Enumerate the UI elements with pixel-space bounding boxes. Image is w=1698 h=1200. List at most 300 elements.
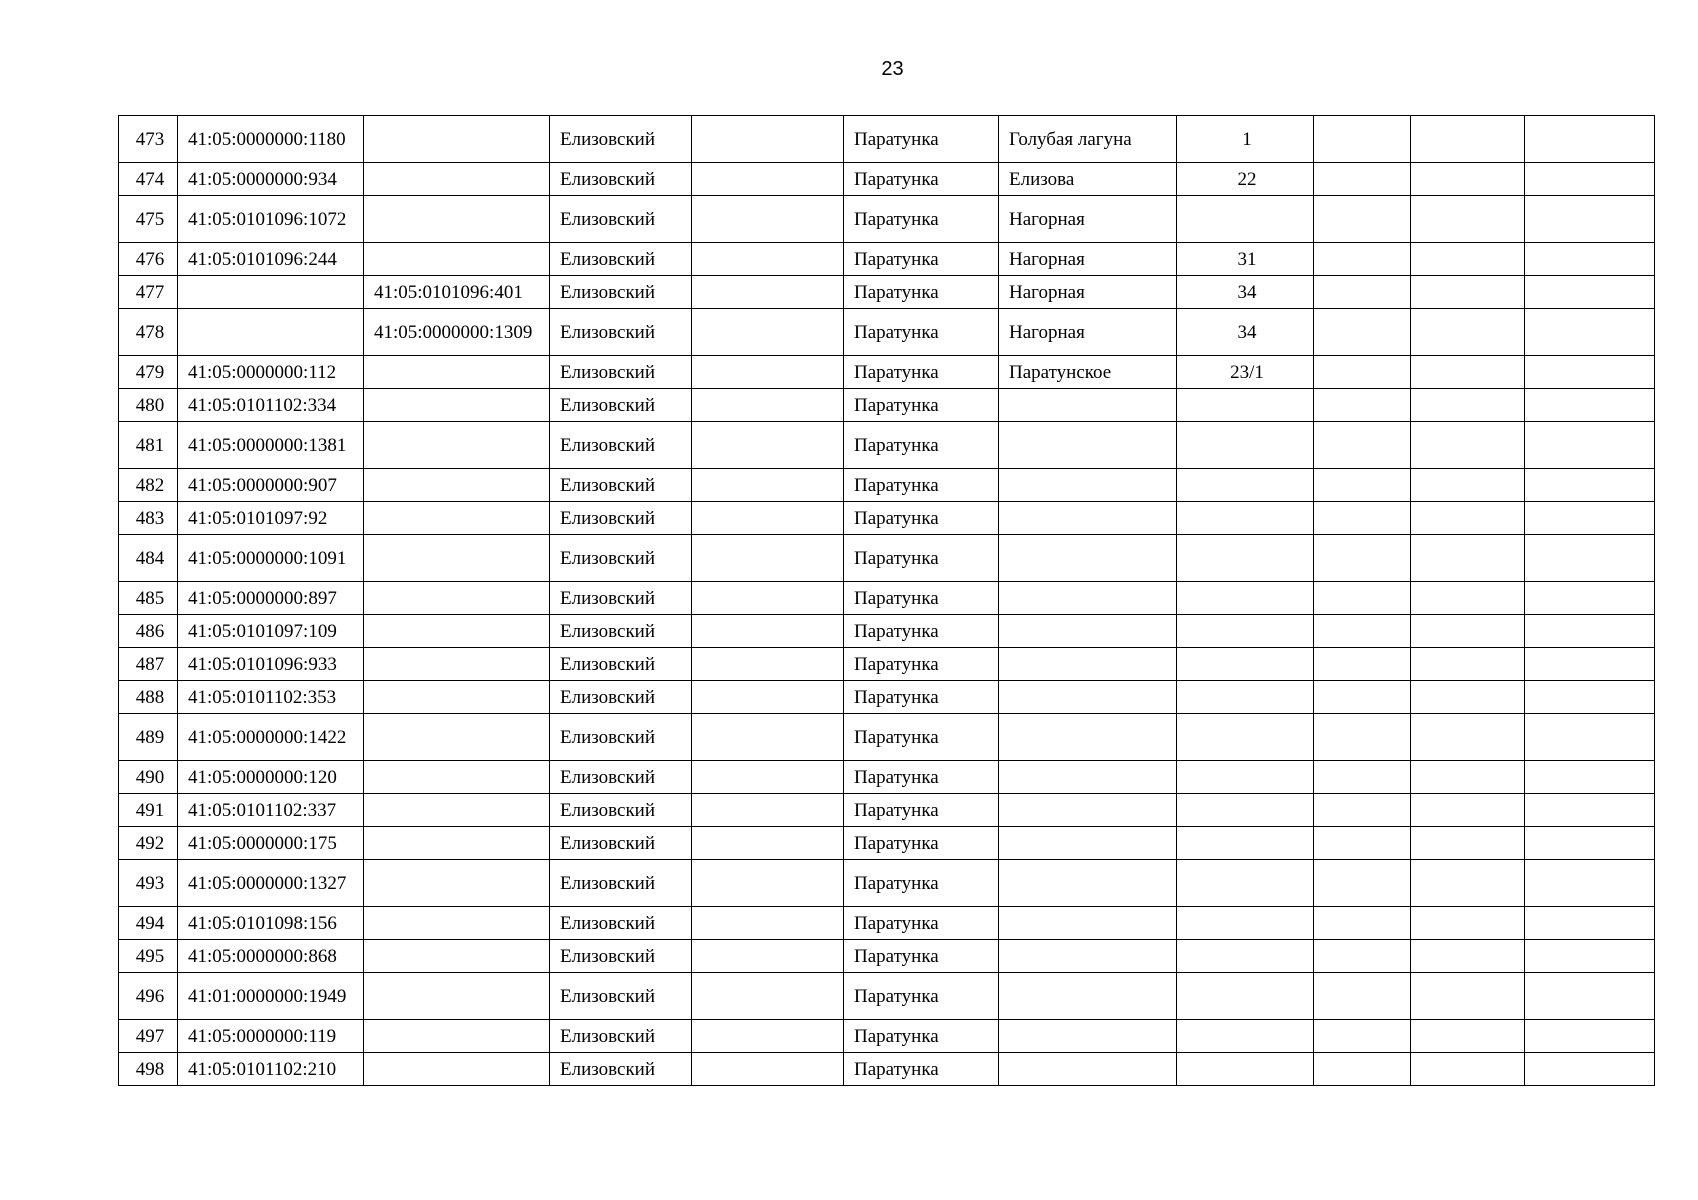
street-cell: Паратунское — [999, 356, 1177, 389]
empty-cell — [692, 502, 844, 535]
house-number-cell — [1177, 615, 1314, 648]
empty-cell — [692, 469, 844, 502]
empty-cell — [692, 681, 844, 714]
empty-cell — [1411, 582, 1525, 615]
alt-cadastral-number-cell — [364, 681, 550, 714]
alt-cadastral-number-cell — [364, 582, 550, 615]
empty-cell — [1411, 196, 1525, 243]
alt-cadastral-number-cell — [364, 243, 550, 276]
table-row — [119, 535, 1655, 582]
row-number-cell: 483 — [119, 502, 178, 535]
empty-cell — [1411, 940, 1525, 973]
table-row — [119, 196, 1655, 243]
locality-cell: Паратунка — [844, 582, 999, 615]
table-row — [119, 356, 1655, 389]
table-row — [119, 827, 1655, 860]
table-row — [119, 681, 1655, 714]
empty-cell — [1525, 469, 1655, 502]
empty-cell — [1314, 907, 1411, 940]
empty-cell — [1525, 1020, 1655, 1053]
empty-cell — [692, 860, 844, 907]
table-row — [119, 582, 1655, 615]
row-number-cell: 484 — [119, 535, 178, 582]
empty-cell — [1314, 502, 1411, 535]
street-cell: Елизова — [999, 163, 1177, 196]
table-row — [119, 940, 1655, 973]
house-number-cell — [1177, 535, 1314, 582]
street-cell: Нагорная — [999, 196, 1177, 243]
cadastral-number-cell: 41:05:0101097:92 — [178, 502, 364, 535]
empty-cell — [692, 827, 844, 860]
house-number-cell — [1177, 469, 1314, 502]
alt-cadastral-number-cell — [364, 907, 550, 940]
district-cell: Елизовский — [550, 356, 692, 389]
cadastral-number-cell: 41:05:0000000:1381 — [178, 422, 364, 469]
locality-cell: Паратунка — [844, 648, 999, 681]
table-row — [119, 469, 1655, 502]
empty-cell — [1525, 196, 1655, 243]
table-row — [119, 860, 1655, 907]
empty-cell — [1525, 761, 1655, 794]
locality-cell: Паратунка — [844, 163, 999, 196]
empty-cell — [1411, 469, 1525, 502]
empty-cell — [1314, 714, 1411, 761]
table-row — [119, 1020, 1655, 1053]
table-row — [119, 389, 1655, 422]
locality-cell: Паратунка — [844, 940, 999, 973]
house-number-cell — [1177, 1053, 1314, 1086]
district-cell: Елизовский — [550, 389, 692, 422]
cadastral-number-cell: 41:05:0000000:897 — [178, 582, 364, 615]
cadastral-number-cell: 41:05:0000000:112 — [178, 356, 364, 389]
row-number-cell: 498 — [119, 1053, 178, 1086]
cadastral-number-cell: 41:05:0000000:175 — [178, 827, 364, 860]
district-cell: Елизовский — [550, 116, 692, 163]
alt-cadastral-number-cell — [364, 860, 550, 907]
cadastral-number-cell: 41:05:0000000:120 — [178, 761, 364, 794]
street-cell: Нагорная — [999, 276, 1177, 309]
empty-cell — [1411, 860, 1525, 907]
row-number-cell: 479 — [119, 356, 178, 389]
cadastral-number-cell: 41:05:0000000:1327 — [178, 860, 364, 907]
cadastral-number-cell: 41:05:0000000:1422 — [178, 714, 364, 761]
alt-cadastral-number-cell — [364, 615, 550, 648]
row-number-cell: 478 — [119, 309, 178, 356]
empty-cell — [1314, 582, 1411, 615]
district-cell: Елизовский — [550, 681, 692, 714]
empty-cell — [1411, 648, 1525, 681]
empty-cell — [692, 356, 844, 389]
empty-cell — [1525, 422, 1655, 469]
alt-cadastral-number-cell — [364, 116, 550, 163]
row-number-cell: 492 — [119, 827, 178, 860]
empty-cell — [1525, 309, 1655, 356]
empty-cell — [1411, 794, 1525, 827]
district-cell: Елизовский — [550, 469, 692, 502]
empty-cell — [1411, 422, 1525, 469]
locality-cell: Паратунка — [844, 116, 999, 163]
house-number-cell: 22 — [1177, 163, 1314, 196]
district-cell: Елизовский — [550, 502, 692, 535]
locality-cell: Паратунка — [844, 1053, 999, 1086]
locality-cell: Паратунка — [844, 502, 999, 535]
house-number-cell — [1177, 907, 1314, 940]
house-number-cell: 23/1 — [1177, 356, 1314, 389]
locality-cell: Паратунка — [844, 469, 999, 502]
street-cell — [999, 615, 1177, 648]
empty-cell — [1525, 163, 1655, 196]
row-number-cell: 496 — [119, 973, 178, 1020]
street-cell — [999, 761, 1177, 794]
table-row — [119, 309, 1655, 356]
alt-cadastral-number-cell — [364, 502, 550, 535]
empty-cell — [1411, 389, 1525, 422]
district-cell: Елизовский — [550, 860, 692, 907]
empty-cell — [1314, 827, 1411, 860]
empty-cell — [692, 1020, 844, 1053]
locality-cell: Паратунка — [844, 615, 999, 648]
row-number-cell: 476 — [119, 243, 178, 276]
row-number-cell: 493 — [119, 860, 178, 907]
empty-cell — [692, 907, 844, 940]
district-cell: Елизовский — [550, 196, 692, 243]
table-row — [119, 276, 1655, 309]
house-number-cell: 31 — [1177, 243, 1314, 276]
empty-cell — [1525, 276, 1655, 309]
house-number-cell — [1177, 761, 1314, 794]
house-number-cell — [1177, 794, 1314, 827]
cadastral-number-cell: 41:05:0000000:1091 — [178, 535, 364, 582]
house-number-cell — [1177, 422, 1314, 469]
street-cell — [999, 681, 1177, 714]
empty-cell — [1525, 389, 1655, 422]
district-cell: Елизовский — [550, 535, 692, 582]
empty-cell — [1314, 794, 1411, 827]
district-cell: Елизовский — [550, 940, 692, 973]
district-cell: Елизовский — [550, 648, 692, 681]
empty-cell — [1411, 116, 1525, 163]
street-cell: Голубая лагуна — [999, 116, 1177, 163]
empty-cell — [692, 389, 844, 422]
empty-cell — [1411, 356, 1525, 389]
empty-cell — [1411, 973, 1525, 1020]
table-row — [119, 973, 1655, 1020]
alt-cadastral-number-cell — [364, 648, 550, 681]
locality-cell: Паратунка — [844, 973, 999, 1020]
alt-cadastral-number-cell — [364, 761, 550, 794]
empty-cell — [1525, 714, 1655, 761]
district-cell: Елизовский — [550, 714, 692, 761]
house-number-cell — [1177, 860, 1314, 907]
row-number-cell: 482 — [119, 469, 178, 502]
empty-cell — [1314, 196, 1411, 243]
empty-cell — [692, 714, 844, 761]
cadastral-number-cell: 41:05:0101102:353 — [178, 681, 364, 714]
cadastral-number-cell: 41:05:0101098:156 — [178, 907, 364, 940]
row-number-cell: 489 — [119, 714, 178, 761]
empty-cell — [1314, 535, 1411, 582]
empty-cell — [1525, 907, 1655, 940]
alt-cadastral-number-cell — [364, 794, 550, 827]
locality-cell: Паратунка — [844, 276, 999, 309]
house-number-cell: 1 — [1177, 116, 1314, 163]
empty-cell — [1411, 1020, 1525, 1053]
locality-cell: Паратунка — [844, 389, 999, 422]
table-row — [119, 116, 1655, 163]
row-number-cell: 494 — [119, 907, 178, 940]
alt-cadastral-number-cell — [364, 535, 550, 582]
alt-cadastral-number-cell — [364, 1020, 550, 1053]
house-number-cell: 34 — [1177, 309, 1314, 356]
street-cell — [999, 535, 1177, 582]
locality-cell: Паратунка — [844, 422, 999, 469]
house-number-cell — [1177, 502, 1314, 535]
district-cell: Елизовский — [550, 582, 692, 615]
table-row — [119, 243, 1655, 276]
district-cell: Елизовский — [550, 1020, 692, 1053]
house-number-cell — [1177, 1020, 1314, 1053]
empty-cell — [1411, 309, 1525, 356]
empty-cell — [1314, 860, 1411, 907]
empty-cell — [692, 422, 844, 469]
empty-cell — [1314, 648, 1411, 681]
street-cell: Нагорная — [999, 243, 1177, 276]
empty-cell — [1314, 469, 1411, 502]
house-number-cell — [1177, 714, 1314, 761]
locality-cell: Паратунка — [844, 794, 999, 827]
cadastral-number-cell: 41:01:0000000:1949 — [178, 973, 364, 1020]
empty-cell — [1525, 1053, 1655, 1086]
row-number-cell: 487 — [119, 648, 178, 681]
street-cell — [999, 469, 1177, 502]
row-number-cell: 490 — [119, 761, 178, 794]
alt-cadastral-number-cell: 41:05:0000000:1309 — [364, 309, 550, 356]
cadastral-number-cell: 41:05:0101102:334 — [178, 389, 364, 422]
empty-cell — [1314, 276, 1411, 309]
alt-cadastral-number-cell: 41:05:0101096:401 — [364, 276, 550, 309]
street-cell — [999, 502, 1177, 535]
empty-cell — [692, 648, 844, 681]
empty-cell — [1525, 860, 1655, 907]
empty-cell — [1525, 794, 1655, 827]
empty-cell — [692, 163, 844, 196]
row-number-cell: 480 — [119, 389, 178, 422]
empty-cell — [1525, 940, 1655, 973]
district-cell: Елизовский — [550, 615, 692, 648]
row-number-cell: 474 — [119, 163, 178, 196]
district-cell: Елизовский — [550, 761, 692, 794]
empty-cell — [1525, 116, 1655, 163]
locality-cell: Паратунка — [844, 356, 999, 389]
cadastral-number-cell: 41:05:0000000:1180 — [178, 116, 364, 163]
locality-cell: Паратунка — [844, 714, 999, 761]
alt-cadastral-number-cell — [364, 469, 550, 502]
empty-cell — [1314, 422, 1411, 469]
page-number: 23 — [881, 58, 904, 80]
locality-cell: Паратунка — [844, 535, 999, 582]
street-cell — [999, 1053, 1177, 1086]
street-cell: Нагорная — [999, 309, 1177, 356]
street-cell — [999, 860, 1177, 907]
district-cell: Елизовский — [550, 309, 692, 356]
house-number-cell — [1177, 648, 1314, 681]
empty-cell — [1314, 243, 1411, 276]
district-cell: Елизовский — [550, 243, 692, 276]
district-cell: Елизовский — [550, 794, 692, 827]
empty-cell — [692, 535, 844, 582]
alt-cadastral-number-cell — [364, 196, 550, 243]
district-cell: Елизовский — [550, 827, 692, 860]
row-number-cell: 497 — [119, 1020, 178, 1053]
street-cell — [999, 389, 1177, 422]
alt-cadastral-number-cell — [364, 356, 550, 389]
row-number-cell: 486 — [119, 615, 178, 648]
row-number-cell: 473 — [119, 116, 178, 163]
empty-cell — [1525, 582, 1655, 615]
street-cell — [999, 973, 1177, 1020]
locality-cell: Паратунка — [844, 309, 999, 356]
street-cell — [999, 582, 1177, 615]
street-cell — [999, 827, 1177, 860]
empty-cell — [692, 615, 844, 648]
empty-cell — [692, 582, 844, 615]
cadastral-number-cell: 41:05:0000000:934 — [178, 163, 364, 196]
empty-cell — [1525, 243, 1655, 276]
empty-cell — [1314, 973, 1411, 1020]
empty-cell — [692, 243, 844, 276]
table-body — [119, 116, 1655, 1086]
empty-cell — [1525, 535, 1655, 582]
house-number-cell — [1177, 389, 1314, 422]
empty-cell — [1314, 116, 1411, 163]
locality-cell: Паратунка — [844, 860, 999, 907]
alt-cadastral-number-cell — [364, 1053, 550, 1086]
district-cell: Елизовский — [550, 163, 692, 196]
empty-cell — [1411, 907, 1525, 940]
empty-cell — [1314, 1053, 1411, 1086]
empty-cell — [1314, 761, 1411, 794]
empty-cell — [692, 761, 844, 794]
district-cell: Елизовский — [550, 1053, 692, 1086]
table-row — [119, 907, 1655, 940]
street-cell — [999, 1020, 1177, 1053]
street-cell — [999, 794, 1177, 827]
locality-cell: Паратунка — [844, 681, 999, 714]
empty-cell — [1314, 163, 1411, 196]
cadastral-number-cell: 41:05:0000000:907 — [178, 469, 364, 502]
empty-cell — [692, 116, 844, 163]
empty-cell — [1525, 356, 1655, 389]
empty-cell — [1411, 502, 1525, 535]
cadastral-number-cell: 41:05:0000000:868 — [178, 940, 364, 973]
alt-cadastral-number-cell — [364, 714, 550, 761]
house-number-cell — [1177, 827, 1314, 860]
cadastral-number-cell: 41:05:0101102:210 — [178, 1053, 364, 1086]
street-cell — [999, 940, 1177, 973]
empty-cell — [1314, 940, 1411, 973]
house-number-cell — [1177, 973, 1314, 1020]
cadastral-number-cell: 41:05:0101102:337 — [178, 794, 364, 827]
district-cell: Елизовский — [550, 973, 692, 1020]
empty-cell — [692, 973, 844, 1020]
table-row — [119, 761, 1655, 794]
empty-cell — [1525, 648, 1655, 681]
cadastral-number-cell: 41:05:0101096:1072 — [178, 196, 364, 243]
table-row — [119, 422, 1655, 469]
locality-cell: Паратунка — [844, 907, 999, 940]
cadastral-number-cell — [178, 309, 364, 356]
empty-cell — [692, 940, 844, 973]
table-row — [119, 648, 1655, 681]
empty-cell — [1411, 761, 1525, 794]
row-number-cell: 491 — [119, 794, 178, 827]
empty-cell — [1314, 1020, 1411, 1053]
empty-cell — [1411, 276, 1525, 309]
table-row — [119, 714, 1655, 761]
empty-cell — [1411, 827, 1525, 860]
empty-cell — [1314, 309, 1411, 356]
empty-cell — [1411, 681, 1525, 714]
empty-cell — [1411, 243, 1525, 276]
empty-cell — [1411, 1053, 1525, 1086]
empty-cell — [1314, 615, 1411, 648]
alt-cadastral-number-cell — [364, 389, 550, 422]
empty-cell — [1525, 615, 1655, 648]
alt-cadastral-number-cell — [364, 940, 550, 973]
empty-cell — [1525, 827, 1655, 860]
cadastral-number-cell — [178, 276, 364, 309]
house-number-cell — [1177, 681, 1314, 714]
cadastral-number-cell: 41:05:0101097:109 — [178, 615, 364, 648]
house-number-cell — [1177, 940, 1314, 973]
table-row — [119, 502, 1655, 535]
empty-cell — [692, 794, 844, 827]
row-number-cell: 488 — [119, 681, 178, 714]
cadastral-number-cell: 41:05:0000000:119 — [178, 1020, 364, 1053]
empty-cell — [1525, 681, 1655, 714]
table-row — [119, 1053, 1655, 1086]
street-cell — [999, 714, 1177, 761]
locality-cell: Паратунка — [844, 827, 999, 860]
empty-cell — [1411, 714, 1525, 761]
district-cell: Елизовский — [550, 907, 692, 940]
alt-cadastral-number-cell — [364, 973, 550, 1020]
row-number-cell: 475 — [119, 196, 178, 243]
alt-cadastral-number-cell — [364, 163, 550, 196]
cadastral-number-cell: 41:05:0101096:244 — [178, 243, 364, 276]
registry-table — [118, 115, 1655, 1086]
empty-cell — [1411, 535, 1525, 582]
empty-cell — [692, 276, 844, 309]
table-row — [119, 794, 1655, 827]
empty-cell — [692, 196, 844, 243]
row-number-cell: 481 — [119, 422, 178, 469]
row-number-cell: 477 — [119, 276, 178, 309]
row-number-cell: 485 — [119, 582, 178, 615]
street-cell — [999, 648, 1177, 681]
district-cell: Елизовский — [550, 276, 692, 309]
alt-cadastral-number-cell — [364, 422, 550, 469]
locality-cell: Паратунка — [844, 761, 999, 794]
empty-cell — [1411, 163, 1525, 196]
alt-cadastral-number-cell — [364, 827, 550, 860]
empty-cell — [692, 309, 844, 356]
locality-cell: Паратунка — [844, 196, 999, 243]
locality-cell: Паратунка — [844, 1020, 999, 1053]
cadastral-number-cell: 41:05:0101096:933 — [178, 648, 364, 681]
empty-cell — [1525, 973, 1655, 1020]
empty-cell — [692, 1053, 844, 1086]
